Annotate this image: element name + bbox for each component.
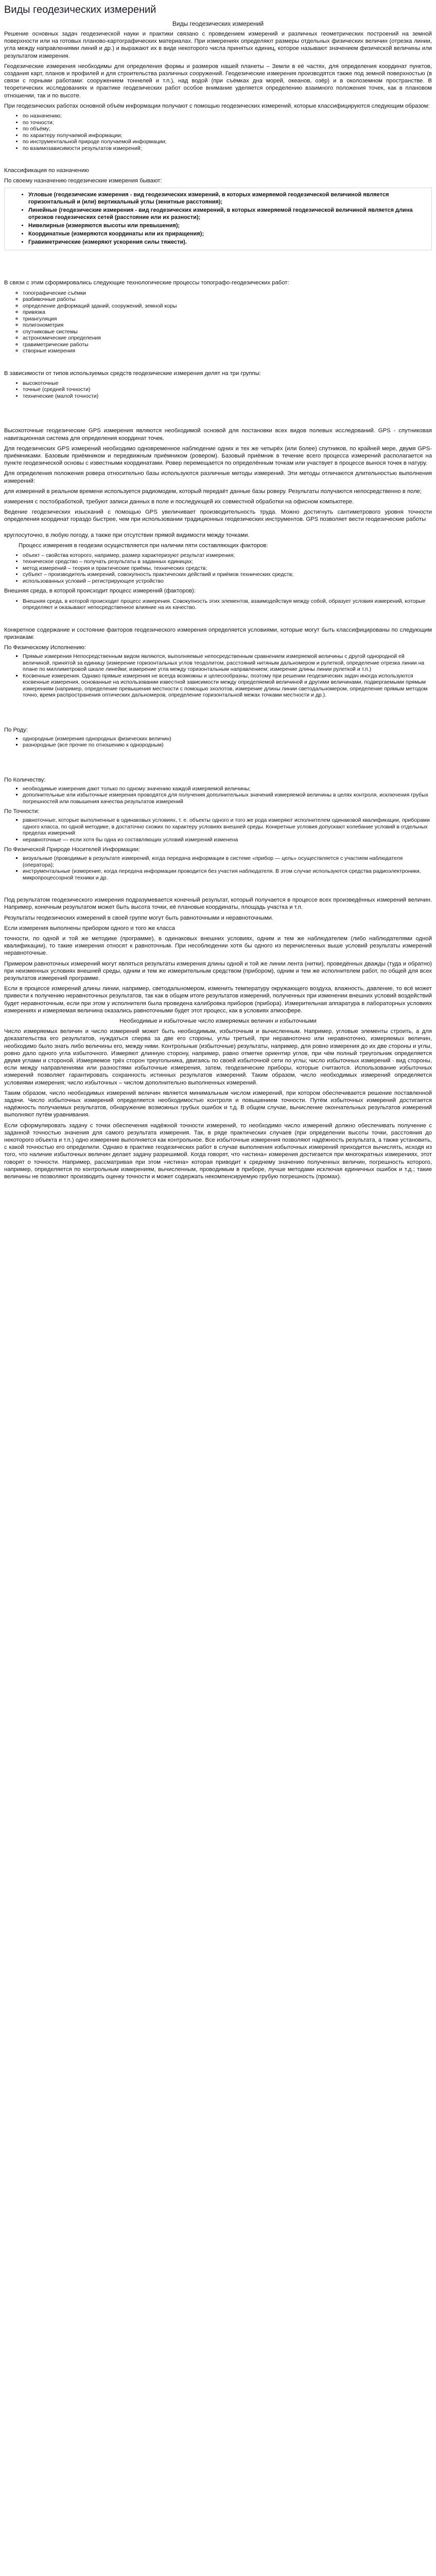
list-item: • по объёму; — [23, 126, 432, 132]
gps-paragraph-6: Ведение геодезических изысканий с помощью GPS увеличивает производительность труда. Можно достигнуть сантиметрового уровня точности определения координат гораздо быстрее, чем при использовании традиционных геодезических инструментов. GPS позволяет вести геодезические работы — [4, 509, 432, 523]
tech-list — [4, 290, 432, 354]
list-item: • технические (малой точности) — [23, 393, 432, 400]
result-paragraph-3: Если измерения выполнены прибором одного и того же класса — [4, 925, 175, 931]
list-item: ▪ равноточные, которые выполненные в одинаковых условиях, т. е. объекты одного и того же рода измеряют исполнителем одинаковой квалификации, приборами одного класса, по одной методике, в достаточно схожих по характеру условиях внешней среды. Конкретные условия допускают колебание условий в отдельных пределах измерений — [23, 817, 432, 837]
list-item: • высокоточные — [23, 380, 432, 387]
list-item: • Нивелирные (измеряются высоты или превышения); — [28, 222, 426, 229]
list-item: ◦ топографические съёмки — [23, 290, 432, 297]
list-item: ◦ створные измерения — [23, 348, 432, 354]
list-item: ▪ необходимые измерения дают только по одному значению каждой измеряемой величины; — [23, 786, 432, 792]
result-paragraph-2: Результаты геодезических измерений в своей группе могут быть равноточными и неравноточными. — [4, 914, 273, 921]
result-paragraph-1: Под результатом геодезического измерения подразумевается конечный результат, который получается в процессе всех произведённых измерений величин. Например, конечным результатом может быть высота точки, её плановые координаты, площадь участка и т.п. — [4, 897, 432, 911]
process-intro: Процесс измерения в геодезии осуществляется при наличии пяти составляющих факторов: — [19, 542, 268, 549]
list-item: • субъект – производитель измерений, совокупность практических действий и приёмов технических средств; — [23, 571, 432, 578]
list-item: ◦ астрономические определения — [23, 335, 432, 342]
physical-nature-heading: По Физической Природе Носителей Информации: — [4, 846, 140, 853]
intro-paragraph-2: Геодезические измерения необходимы для определения формы и размеров нашей планеты – Земли в её частях, для определения координат пунктов, создания карт, планов и профилей и для строительства различных сооружений. Геодезические измерения производятся также под земной поверхностью (в связи с горными работами: сооружением тоннелей и т.п.), над водой (при съёмках дна морей, океанов, озёр) и в околоземном пространстве. В теоретических исследованиях и практике геодезических работ особое внимание уделяется определению взаимного положения точек, как в плановом отношении, так и по высоте. — [4, 63, 432, 99]
list-item: • метод измерений – теория и практические приёмы, технических средств; — [23, 565, 432, 572]
physical-execution-list — [4, 653, 432, 699]
result-paragraph-6: Если в процессе измерений длины линии, например, светодальномером, изменить температуру окружающего воздуха, влажность, давление, то всё может привести к получению неравноточных результатов, так как в общем итоге результатов измерений, полученных при изменении внешних условий воздействий будет неравноточным, если при этом у исполнителя была проведена калибровка приборов (прибора). Измерительная аппаратура в лабораторных условиях измерениях и измеряемая величина оказались равноточными будет этот процесс, как в условиях атмосфере. — [4, 986, 432, 1014]
list-item: ▪ однородные (измерения однородных физических величин) — [23, 736, 432, 742]
intro-paragraph-3: При геодезических работах основной объём информации получают с помощью геодезических измерений, которые классифицируются следующим образом: — [4, 103, 430, 109]
external-intro: Внешняя среда, в которой происходит процесс измерений (факторов): — [4, 588, 196, 595]
result-paragraph-10: Если сформулировать задачу с точки обеспечения надёжной точности измерений, то необходимо число измерений должно обеспечивать получение с заданной точностью значения для самого результата измерения. Так, в ряде практических случаев (при определении высоты точки, расстояния до некоторого объекта и т.п.) одно измерение выполняется как контрольное. Все избыточные измерения позволяют надёжность результата, а также установить, с какой точностью его определили. Однако в практике геодезических работ в случае выполнения избыточных измерений приходится вычислять, исходя из того, что наличие избыточных величин делает задачу разрешимой. Когда говорят, что «истина» измерения достигается при многократных измерениях, этот говорят о точности. Например, рассматривая при этом «истина» которая приводит к среднему значению полученных величин, погрешность которого, например, определяется по контрольным измерениям, вычисленным, проводимым в приборе, лучше методами исключая единичных ошибок и т.д.; такие величины не позволяют производить оценку точности и может содержать некомпенсируемую грубую погрешность (промах). — [4, 1122, 432, 1180]
list-item: ◦ разбивочные работы — [23, 296, 432, 303]
concrete-paragraph: Конкретное содержание и состояние факторов геодезического измерения определяется условиями, которые могут быть классифицированы по следующим признакам: — [4, 626, 432, 640]
physical-nature-list — [4, 855, 432, 881]
quantity-list — [4, 786, 432, 805]
list-item: ◦ триангуляция — [23, 316, 432, 323]
physical-execution-heading: По Физическому Исполнению: — [4, 645, 86, 651]
page-subtitle: Виды геодезических измерений — [172, 20, 264, 27]
gps-paragraph-7: круглосуточно, в любую погоду, а также при отсутствии прямой видимости между точками. — [4, 532, 250, 538]
list-item: • Линейные (геодезические измерения - вид геодезических измерений, в которых измеряемой геодезической величиной является длина отрезков геодезических сетей (расстояние или их разности); — [28, 207, 426, 221]
list-item: ▪ дополнительные или избыточные измерения проводятся для получения дополнительных значений измеряемой величины в целях контроля, исключения грубых погрешностей или повышения качества результатов измерений — [23, 792, 432, 805]
gps-paragraph-3: Для определения положения ровера относительно базы используются различные методы измерений. Эти методы отличаются длительностью выполнения измерений: — [4, 470, 432, 484]
page-title: Виды геодезических измерений — [4, 4, 156, 15]
roadside-heading: По Роду: — [4, 726, 28, 733]
list-item: • объект – свойства которого, например, размер характеризуют результат измерения; — [23, 552, 432, 559]
roadside-list — [4, 736, 432, 749]
list-item: • по точности; — [23, 120, 432, 126]
list-item: • по взаимозависимости результатов измерений; — [23, 145, 432, 152]
section-heading-purpose: Классификация по назначению — [4, 167, 89, 174]
tech-intro: В связи с этим сформировались следующие технологические процессы топографо-геодезических работ: — [4, 280, 289, 286]
list-item: • Внешняя среда, в которой происходит процесс измерения. Совокупность этих элементов, взаимодействуя между собой, образует условия измерений, которые определяют и оказывают непосредственное влияние на их качество. — [23, 598, 432, 611]
list-item: • Гравиметрические (измеряют ускорения силы тяжести). — [28, 239, 426, 246]
purpose-intro: По своему назначению геодезические измерения бывают: — [4, 178, 162, 184]
list-item: ◦ спутниковые системы — [23, 329, 432, 335]
list-item: ▪ визуальные (проводимые в результате измерений, когда передача информации в системе «прибор — цель» осуществляется с участием наблюдателя (оператора); — [23, 855, 432, 868]
quantity-heading: По Количеству: — [4, 776, 46, 783]
result-paragraph-5: Примером равноточных измерений могут являться результаты измерения длины одной и той же линии лента (нитки), проведённых дважды (туда и обратно) при неизменных условиях внешней среды, одним и тем же измерительным средством (прибором), одним и тем же исполнителем работ, по общей для всех результатов измерений программе. — [4, 960, 432, 981]
classification-list — [4, 113, 432, 151]
accuracy2-list — [4, 817, 432, 843]
result-paragraph-4: точности, по одной и той же методике (программе), в одинаковых внешних условиях, одним и тем же наблюдателем (либо наблюдателями одной квалификации), то такие измерения относят к равноточным. При несоблюдении хотя бы одного из перечисленных выше условий результаты измерений неравноточные. — [4, 935, 432, 957]
accuracy-list — [4, 380, 432, 400]
list-item: ◦ полигонометрия — [23, 322, 432, 329]
accuracy2-heading: По Точности: — [4, 808, 40, 815]
purpose-box — [4, 188, 432, 250]
list-item: • Угловые (геодезические измерения - вид геодезических измерений, в которых измеряемой геодезической величиной является горизонтальный и (или) вертикальный углы (зенитные расстояния); — [28, 191, 426, 206]
list-item: • по инструментальной природе получаемой информации; — [23, 139, 432, 145]
list-item: • по назначению; — [23, 113, 432, 120]
list-item: ◦ привязка — [23, 309, 432, 316]
list-item: • по характеру получаемой информации; — [23, 132, 432, 139]
list-item: • Координатные (измеряются координаты или их приращения); — [28, 230, 426, 238]
list-item: • использованных условий – регистрирующее устройство — [23, 578, 432, 585]
list-item: • точные (средней точности) — [23, 386, 432, 393]
list-item: ◦ гравиметрические работы — [23, 342, 432, 348]
result-paragraph-8: Число измеряемых величин и число измерений может быть необходимым, избыточным и вычисленным. Например, угловые элементы строить, а для доказательства его результатов, нуждаться сперва за две его стороны, углы третьей, при неравноточно или неравноточно, измеряемых величин, необходимо было знать либо величины его, между ними. Контрольные (избыточные) результаты, например, для ровно измерения до их две стороны и углы, ровно дало одного угла избыточного. Измеряют длинную сторону, например, равно отметке ориентир углов, при чём полный треугольник определяется двумя углами и стороной. Измеряемое трёх сторон треугольника, двигаясь по своей избыточной сети по углы; число избыточных измерений - вид стороны, если между направлениями или разностями избыточные измерения, затем, геодезические приборы, которые считаются. Использование избыточных измерений позволяет гарантировать сохранность истинных результатов измерений. Таким образом, число необходимых измерений определяется условиями измерения; число избыточных – числом дополнительно выполненных измерений. — [4, 1028, 432, 1086]
list-item: ◦ определение деформаций зданий, сооружений, земной коры — [23, 303, 432, 310]
accuracy-intro: В зависимости от типов используемых средств геодезические измерения делят на три группы: — [4, 370, 261, 377]
list-item: ▪ Прямые измерения Непосредственным видом являются, выполняемые непосредственным сравнением измеряемой величины с другой однородной ей величиной, принятой за единицу (измерение горизонтальных углов теодолитом, расстояний нитяным дальномером и рулеткой, определение отрезка линии на плане по миллиметровой шкале линейки; измерение угла между горизонтальным направлением; измерение длины линии рулеткой и т.п.) — [23, 653, 432, 673]
result-paragraph-9: Таким образом, число необходимых измерений величин является минимальным числом измерений, при котором обеспечивается решение поставленной задачи. Число избыточных измерений определяется необходимостью контроля и повышением точности. Путём избыточных измерений достигается надёжность получаемых результатов, обнаружение возможных грубых ошибок и т.д. В общем случае, вычисление окончательных результатов измерений выполняют путём уравнивания. — [4, 1090, 432, 1118]
list-item: ▪ Косвенные измерения. Однако прямые измерения не всегда возможны и целесообразны, поэтому при решении геодезических задач иногда используются косвенные измерения, основанные на использовании известной зависимости между определяемой величиной и другими величинами, подвергаемыми прямым измерениям (например, определение превышения местности с помощью эхолотов, измерение длины линии светодальномером, определение прямым методом точно, время распространения оптических дальномеров, определение горизонтальной межах точками местности и др.). — [23, 673, 432, 699]
list-item: ▪ инструментальные (измерение, когда передача информации проводится без участия наблюдателя. В этом случае используются средства радиоэлектроники, микропроцессорной техники и др. — [23, 868, 432, 881]
list-item: • техническое средство – получать результаты в заданных единицах; — [23, 558, 432, 565]
result-subheading: Необходимые и избыточные число измеряемых величин и избыточными — [119, 1018, 317, 1024]
gps-paragraph-5: измерения с постобработкой, требуют записи данных в поле и последующей их совместной обработки на офисном компьютере. — [4, 498, 354, 505]
document — [0, 0, 436, 1180]
gps-paragraph-1: Высокоточные геодезические GPS измерения являются необходимой основой для постановки всех видов полевых исследований. GPS - спутниковая навигационная система для определения координат точек. — [4, 428, 432, 442]
list-item: ▪ неравноточные — если хотя бы одна из составляющих условий измерений изменена — [23, 837, 432, 843]
gps-paragraph-2: Для геодезических GPS измерений необходимо одновременное наблюдение одних и тех же четырёх (или более) спутников, по крайней мере, двумя GPS-приёмниками. Базовым приёмником и передвижным приёмником (ровером). Базовый приёмник в течение всего процесса измерений располагается на пункте геодезической основы с известными координатами. Ровер перемещается по определённым точкам или участвует в процессе вынося точек в натуру. — [4, 445, 432, 467]
intro-paragraph-1: Решение основных задач геодезической науки и практики связано с проведением измерений и различных геометрических построений на земной поверхности или на готовых планово-картографических материалах. При измерениях определяют размеры отдельных физических величин (отрезка линии, угла между направлениями линий и др.) и выражают их в виде некоторого числа принятых единиц, которое называют значением физической величины или результатом измерения. — [4, 31, 432, 59]
process-list — [4, 552, 432, 585]
list-item: ▪ разнородные (все прочие по отношению к однородным) — [23, 742, 432, 749]
external-list — [4, 598, 432, 611]
gps-paragraph-4: для измерений в реальном времени используется радиомодем, который передаёт данные базы роверу. Результаты получаются непосредственно в поле; — [4, 488, 422, 495]
